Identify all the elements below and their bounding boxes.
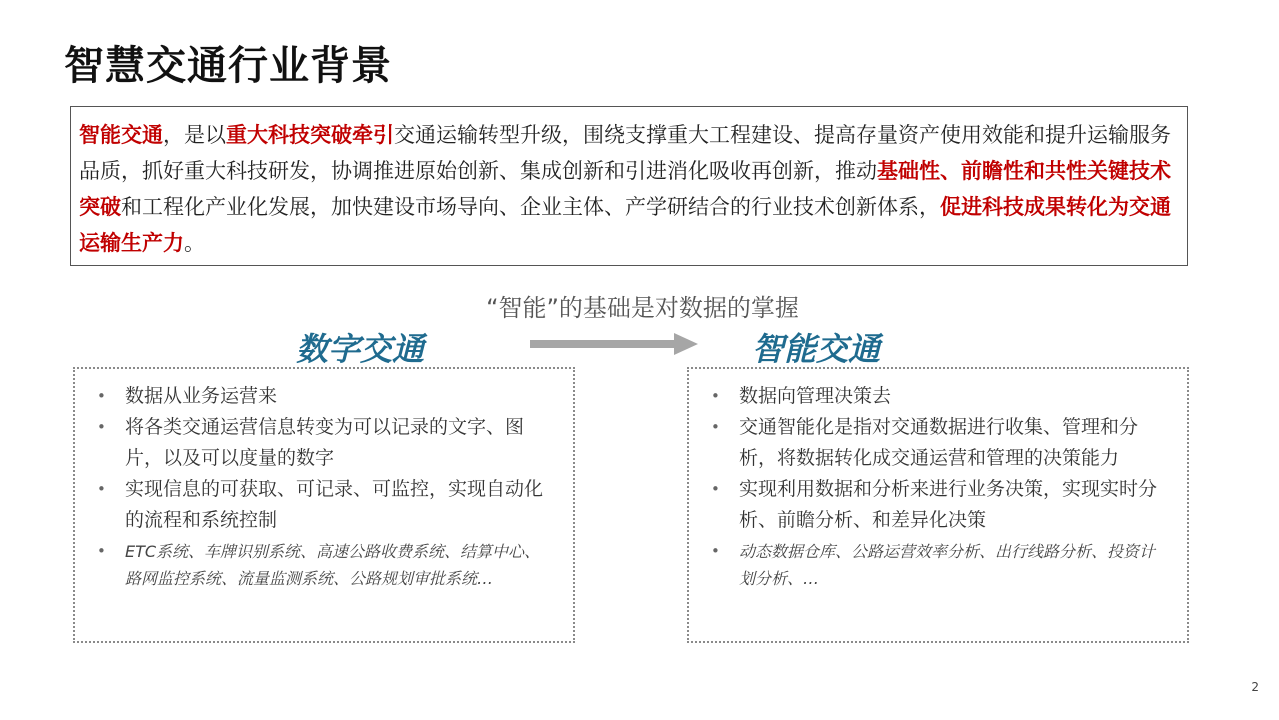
right-heading: 智能交通 bbox=[752, 330, 881, 368]
list-item-example: • ETC系统、车牌识别系统、高速公路收费系统、结算中心、路网监控系统、流量监测系统、公路规划审批系统… bbox=[95, 538, 553, 592]
caption: “智能”的基础是对数据的掌握 bbox=[486, 294, 799, 322]
page-number: 2 bbox=[1251, 680, 1259, 694]
intro-text-box bbox=[70, 106, 1188, 266]
list-item: • 将各类交通运营信息转变为可以记录的文字、图片，以及可以度量的数字 bbox=[95, 412, 553, 474]
list-item: • 数据向管理决策去 bbox=[709, 381, 1167, 412]
intro-segment: 重大科技突破牵引 bbox=[226, 123, 394, 147]
intro-segment: 促进科技成果转化为交通运输生产力 bbox=[79, 195, 1171, 255]
intro-segment: 。 bbox=[184, 231, 205, 255]
intro-segment: 基础性、前瞻性和共性关键技术突破 bbox=[79, 159, 1171, 219]
list-item: • 实现利用数据和分析来进行业务决策，实现实时分析、前瞻分析、和差异化决策 bbox=[709, 474, 1167, 536]
list-item: • 数据从业务运营来 bbox=[95, 381, 553, 412]
intro-segment: 和工程化产业化发展，加快建设市场导向、企业主体、产学研结合的行业技术创新体系， bbox=[121, 195, 940, 219]
left-panel bbox=[73, 367, 575, 643]
intro-segment: 交通运输转型升级，围绕支撑重大工程建设、提高存量资产使用效能和提升运输服务品质，抓好重大科技研发，协调推进原始创新、集成创新和引进消化吸收再创新，推动 bbox=[79, 123, 1171, 183]
intro-segment: 智能交通 bbox=[79, 123, 163, 147]
list-item: • 交通智能化是指对交通数据进行收集、管理和分析，将数据转化成交通运营和管理的决策能力 bbox=[709, 412, 1167, 474]
right-arrow-icon bbox=[530, 333, 698, 355]
right-bullet-list bbox=[709, 381, 1167, 592]
left-heading: 数字交通 bbox=[296, 330, 425, 368]
page-title: 智慧交通行业背景 bbox=[64, 43, 392, 89]
list-item: • 实现信息的可获取、可记录、可监控，实现自动化的流程和系统控制 bbox=[95, 474, 553, 536]
list-item-example: • 动态数据仓库、公路运营效率分析、出行线路分析、投资计划分析、… bbox=[709, 538, 1167, 592]
left-bullet-list bbox=[95, 381, 553, 592]
intro-segment: ，是以 bbox=[163, 123, 226, 147]
right-panel bbox=[687, 367, 1189, 643]
